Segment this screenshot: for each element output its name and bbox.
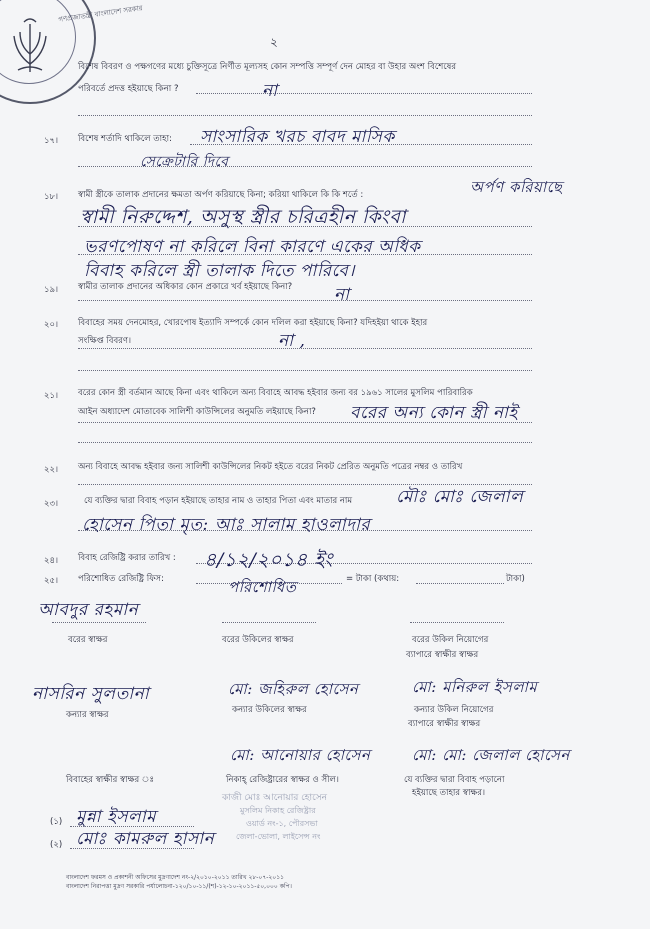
item20-label: বিবাহের সময় দেনমোহর, খোরপোষ ইত্যাদি সম্পর্কে কোন দলিল করা হইয়াছে কিনা? যদিহইয়া থাকে ইহার	[78, 318, 428, 328]
registrar-signature: মো: আনোয়ার হোসেন	[230, 746, 371, 764]
item-number: ২১।	[44, 391, 59, 401]
item19-answer: না	[334, 285, 350, 305]
answer-line	[78, 348, 532, 349]
item18-answer-line2: ভরণপোষণ না করিলে বিনা কারণে একের অধিক	[84, 237, 421, 257]
answer-line	[78, 115, 532, 116]
item-number: ২০।	[44, 320, 59, 330]
groom-witness-label-line2: ব্যাপারে স্বাক্ষীর স্বাক্ষর	[406, 650, 479, 660]
item23-label: যে ব্যক্তির দ্বারা বিবাহ পড়ান হইয়াছে তাহার নাম ও তাহার পিতা এবং মাতার নাম	[84, 496, 353, 506]
item25-taka: টাকা)	[506, 574, 525, 584]
seal-emblem-icon	[8, 14, 52, 74]
registrar-stamp-line1: কাজী মোঃ আনোয়ার হোসেন	[222, 793, 328, 803]
answer-line	[78, 422, 532, 423]
item20-label-cont: সংক্ষিপ্ত বিবরণ।	[78, 336, 132, 346]
item18-label: স্বামী স্ত্রীকে তালাক প্রদানের ক্ষমতা অর্পণ করিয়াছে কিনা; করিয়া থাকিলে কি কি শর্তে :	[78, 190, 364, 200]
bride-witness-label-line2: ব্যাপারে স্বাক্ষীর স্বাক্ষর	[408, 719, 481, 729]
item21-label-cont: আইন অধ্যাদেশ মোতাবেক সালিশী কাউন্সিলের অনুমতি লইয়াছে কিনা?	[78, 407, 316, 417]
signature-line	[52, 622, 146, 623]
item-number: ২৫।	[44, 576, 59, 586]
seal-text: গণপ্রজাতন্ত্রী বাংলাদেশ সরকার	[57, 4, 144, 24]
answer-line	[78, 442, 532, 443]
signature-line	[410, 622, 504, 623]
groom-attorney-signature-label: বরের উকিলের স্বাক্ষর	[222, 635, 294, 645]
answer-line	[416, 583, 504, 584]
item23-answer-line2: হোসেন পিতা মৃত: আঃ সালাম হাওলাদার	[82, 515, 371, 535]
item-number: ২৪।	[44, 556, 59, 566]
answer-line	[78, 370, 532, 371]
groom-witness-label-line1: বরের উকিল নিয়োগের	[412, 635, 489, 645]
signature-line	[222, 622, 316, 623]
registrar-stamp-line3: ওয়ার্ড নং-১, পৌরসভা	[246, 819, 318, 828]
bride-attorney-signature: মো: জহিরুল হোসেন	[228, 680, 359, 698]
intro-question-line1: বিশেষ বিবরণ ও পক্ষগণের মধ্যে চুক্তিসূত্রে নির্ণীত মূল্যসহ কোন সম্পত্তি সম্পূর্ণ দেন মোহর বা উহার অংশ বিশেষের	[78, 62, 457, 72]
registrar-label: নিকাহ্ রেজিষ্ট্রারের স্বাক্ষর ও সীল।	[226, 775, 339, 785]
item24-label: বিবাহ রেজিষ্ট্রি করার তারিখ :	[78, 553, 176, 563]
marriage-witness-label: বিবাহের স্বাক্ষীর স্বাক্ষর ঃ	[66, 775, 154, 785]
item-number: ২৩।	[44, 499, 59, 509]
officiant-label-line1: যে ব্যক্তির দ্বারা বিবাহ পড়ানো	[404, 775, 505, 785]
groom-signature-label: বরের স্বাক্ষর	[68, 635, 108, 645]
item18-answer-line3: বিবাহ করিলে স্ত্রী তালাক দিতে পারিবে।	[84, 261, 355, 281]
item25-answer: পরিশোধিত	[228, 578, 297, 596]
item18-answer-line1: স্বামী নিরুদ্দেশ, অসুস্থ স্ত্রীর চরিত্রহীন কিংবা	[80, 206, 406, 228]
item-number: ১৯।	[44, 285, 59, 295]
registrar-stamp-line4: জেলা-ভোলা, লাইসেন্স নং	[236, 832, 321, 841]
item19-label: স্বামীর তালাক প্রদানের অধিকার কোন প্রকারে খর্ব হইয়াছে কিনা?	[78, 282, 293, 292]
item24-date: ৪/১২/২০১৪ ইং	[204, 549, 333, 571]
answer-line	[78, 300, 532, 301]
item21-label: বরের কোন স্ত্রী বর্তমান আছে কিনা এবং থাকিলে অন্য বিবাহে আবদ্ধ হইবার জন্য বর ১৯৬১ সালের মুসলিম পারিবারিক	[78, 388, 473, 398]
bride-signature-label: কন্যার স্বাক্ষর	[66, 710, 109, 720]
answer-line	[196, 93, 532, 94]
witness2-number: (২)	[50, 840, 63, 850]
item25-eq: = টাকা (কথায়:	[346, 574, 400, 584]
witness2-signature: মোঃ কামরুল হাসান	[76, 829, 215, 849]
registrar-stamp-line2: মুসলিম নিকাহ রেজিষ্ট্রার	[240, 806, 316, 815]
officiant-label-line2: হইয়াছে তাহার স্বাক্ষর।	[412, 788, 486, 798]
intro-answer: না	[262, 81, 278, 101]
page-number: ২	[270, 35, 278, 49]
item-number: ১৭।	[44, 136, 59, 146]
officiant-signature: মো: মো: জেলাল হোসেন	[412, 746, 570, 764]
item21-answer: বরের অন্য কোন স্ত্রী নাই	[350, 403, 518, 423]
bride-witness-label-line1: কন্যার উকিল নিয়োগের	[414, 705, 494, 715]
item-number: ২২।	[44, 465, 59, 475]
item25-label: পরিশোধিত রেজিষ্ট্রি ফিস:	[78, 574, 164, 584]
signature-line	[70, 848, 194, 849]
item22-label: অন্য বিবাহে আবদ্ধ হইবার জন্য সালিশী কাউন্সিলের নিকট হইতে বরের নিকট প্রেরিত অনুমতি পত্রের নম্বর ও তারিখ	[78, 462, 463, 472]
item17-answer-line1: সাংসারিক খরচ বাবদ মাসিক	[200, 127, 395, 147]
intro-question-line2: পরিবর্তে প্রদত্ত হইয়াছে কিনা ?	[78, 84, 179, 94]
item17-label: বিশেষ শর্তাদি থাকিলে তাহা:	[78, 134, 172, 144]
item18-answer-line0: অর্পণ করিয়াছে	[470, 178, 563, 196]
item20-answer: না ,	[278, 331, 306, 351]
item-number: ১৮।	[44, 192, 59, 202]
bride-signature: নাসরিন সুলতানা	[32, 684, 150, 704]
footer-line1: বাংলাদেশ ফরমস ও প্রকাশনী অফিসের মুদ্রণাদেশ নং-২/২০১০-২০১১ তারিখ ২৮-০৭-২০১১	[66, 874, 284, 881]
item17-answer-line2: সেক্রেটারি দিবে	[140, 154, 229, 170]
bride-witness-signature: মো: মনিরুল ইসলাম	[412, 678, 538, 696]
witness1-number: (১)	[50, 817, 63, 827]
groom-signature: আবদুর রহমান	[38, 600, 139, 620]
bride-attorney-signature-label: কন্যার উকিলের স্বাক্ষর	[232, 705, 307, 715]
witness1-signature: মুন্না ইসলাম	[76, 807, 157, 827]
item23-answer-line1: মৌঃ মোঃ জেলাল	[396, 487, 524, 507]
footer-line2: বাংলাদেশ নিরাপত্তা মুদ্রণ সরকারি পর্যালোচনা-১২০/১০-১১/(শ)-১২-১০-২০১১-৫০,০০০ কপি।	[66, 883, 292, 890]
